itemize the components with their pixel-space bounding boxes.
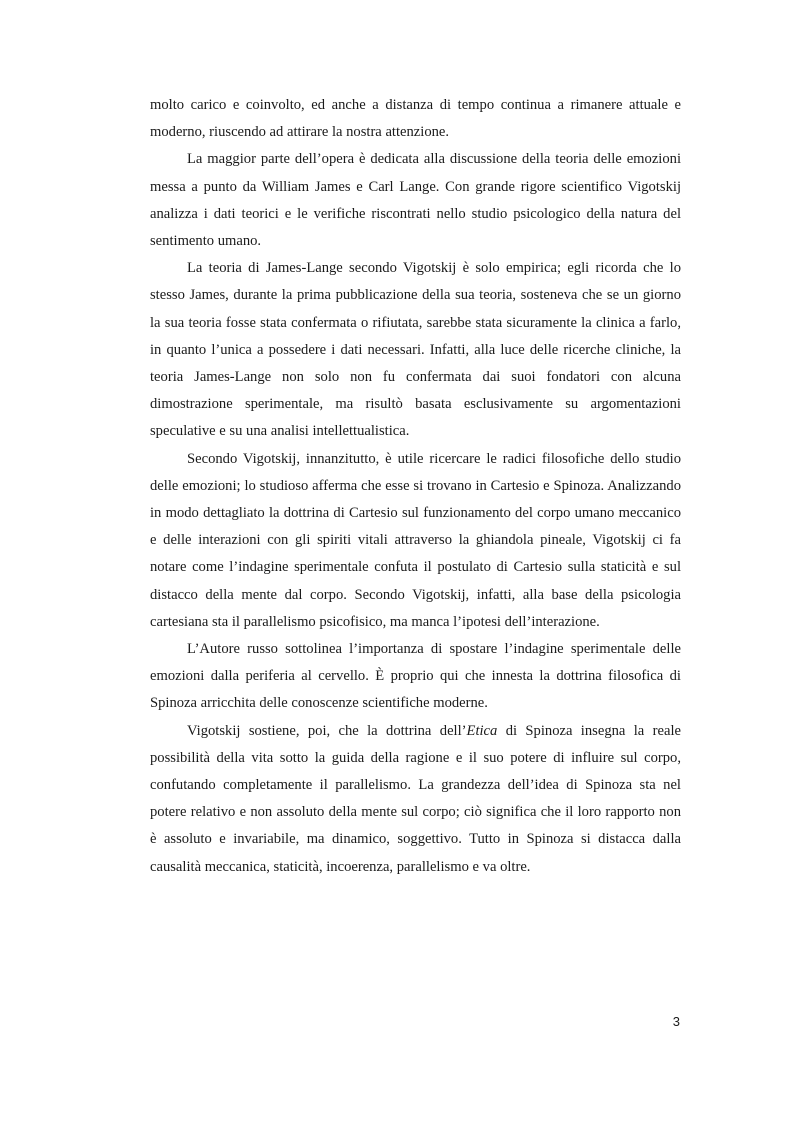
etica-text-before: Vigotskij sostiene, poi, che la dottrina dell’: [187, 722, 467, 739]
paragraph-cartesio-spinoza: Secondo Vigotskij, innanzitutto, è utile ricercare le radici filosofiche dello studio delle emozioni; lo studioso afferma che esse si trovano in Cartesio e Spinoza. Analizzando in modo dettagliato la dottrina di Cartesio sul funzionamento del corpo umano meccanico e delle interazioni con gli spiriti vitali attraverso la ghiandola pineale, Vigotskij ci fa notare come l’indagine sperimentale confuta il postulato di Cartesio sulla staticità e sul distacco della mente dal corpo. Secondo Vigotskij, infatti, alla base della psicologia cartesiana sta il parallelismo psicofisico, ma manca l’ipotesi dell’interazione.: [150, 450, 681, 630]
paragraph-etica-spinoza: [150, 718, 681, 881]
paragraph-james-lange-theory: La teoria di James-Lange secondo Vigotskij è solo empirica; egli ricorda che lo stesso James, durante la prima pubblicazione della sua teoria, sosteneva che se un giorno la sua teoria fosse stata confermata o rifiutata, sarebbe stata sicuramente la clinica a farlo, in quanto l’unica a possedere i dati necessari. Infatti, alla luce delle ricerche cliniche, la teoria James-Lange non solo non fu confermata dai suoi fondatori con alcuna dimostrazione sperimentale, ma risultò basata esclusivamente su argomentazioni speculative e su una analisi intellettualistica.: [150, 260, 681, 440]
etica-text-after: di Spinoza insegna la reale possibilità della vita sotto la guida della ragione e il suo potere di influire sul corpo, confutando completamente il parallelismo. La grandezza dell’idea di Spinoza sta nel potere relativo e non assoluto della mente sul corpo; ciò significa che il loro rapporto non è assoluto e invariabile, ma dinamico, soggettivo. Tutto in Spinoza si distacca dalla causalità meccanica, staticità, incoerenza, parallelismo e va oltre.: [150, 722, 681, 875]
paragraph-indagine-sperimentale: L’Autore russo sottolinea l’importanza di spostare l’indagine sperimentale delle emozioni dalla periferia al cervello. È proprio qui che innesta la dottrina filosofica di Spinoza arricchita delle conoscenze scientifiche moderne.: [150, 641, 681, 712]
etica-title-italic: Etica: [466, 722, 498, 739]
body-text: [150, 92, 681, 881]
paragraph-james-lange-intro: La maggior parte dell’opera è dedicata alla discussione della teoria delle emozioni messa a punto da William James e Carl Lange. Con grande rigore scientifico Vigotskij analizza i dati teorici e le verifiche riscontrati nello studio psicologico della natura del sentimento umano.: [150, 151, 681, 250]
page-number: 3: [672, 1014, 680, 1029]
paragraph-continuation: molto carico e coinvolto, ed anche a distanza di tempo continua a rimanere attuale e moderno, riuscendo ad attirare la nostra attenzione.: [150, 97, 681, 141]
